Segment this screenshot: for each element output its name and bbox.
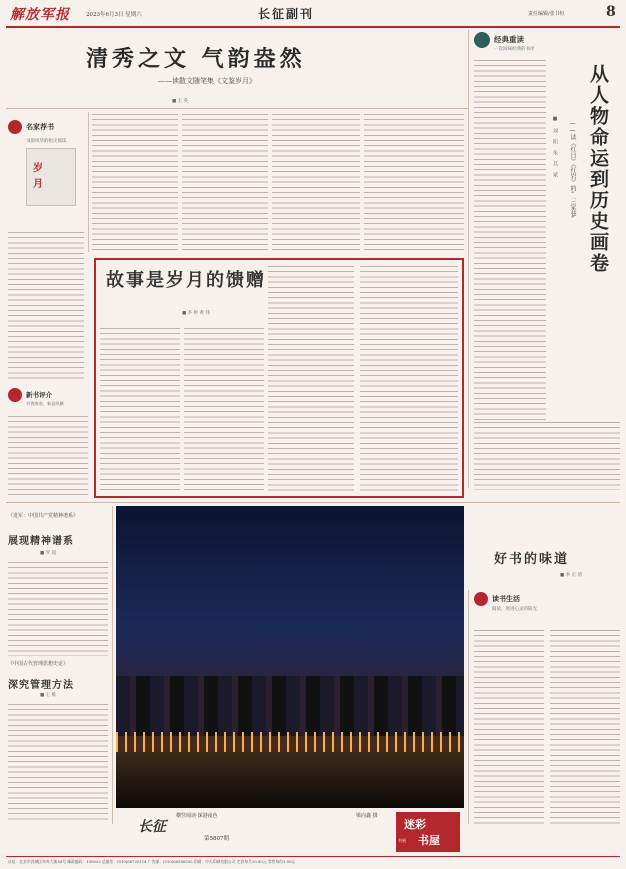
main-subtitle: ——读散文随笔集《文鉴岁月》	[158, 77, 256, 85]
ad-box	[396, 812, 460, 852]
book-cover-title-2: 月	[33, 179, 43, 190]
item2-author: ■ 王 维	[40, 693, 57, 698]
feature-author: ■ 李 婷 黄 伟	[182, 311, 210, 316]
classic-label: 经典重读	[494, 35, 524, 44]
newbook-box	[8, 388, 88, 412]
masthead-logo: 解放军报	[10, 7, 70, 23]
feature-body-4	[184, 326, 264, 492]
body-col-5	[364, 112, 464, 252]
main-author: ■ 王 英	[172, 99, 189, 104]
mingjia-box	[8, 112, 84, 198]
photo-water	[116, 752, 464, 808]
bottom-left-item1	[8, 508, 108, 658]
classic-sub: 一次回味经典的书评	[494, 47, 535, 52]
right-author: ■ 刘 阳 朱 其 斌	[552, 116, 558, 177]
mingjia-icon	[8, 120, 22, 134]
reader-box	[474, 592, 620, 622]
item1-body	[8, 560, 108, 656]
bottom-left-item2	[8, 658, 108, 828]
item2-title: 深究管理方法	[8, 680, 74, 691]
mid-rule	[6, 502, 620, 503]
taste-body-a	[474, 420, 620, 490]
body-col-2	[92, 112, 178, 252]
reader-sub: 阅读，照进心灵的阳光	[492, 607, 537, 612]
reader-body-1	[474, 628, 544, 824]
feature-title: 故事是岁月的馈赠	[106, 270, 266, 291]
ad-line2: 书屋	[418, 834, 440, 847]
mingjia-sub: 书韵风华的指尖阅读	[26, 139, 67, 144]
item1-title: 展现精神谱系	[8, 536, 74, 547]
photo-caption-right: 梁向鑫 摄	[356, 813, 378, 819]
page-number: 8	[606, 4, 616, 20]
footer-logo: 长征	[138, 819, 166, 835]
taste-title: 好书的味道	[494, 552, 570, 567]
book-cover-title-1: 岁	[33, 163, 43, 174]
reader-label: 读书生活	[492, 594, 520, 603]
footer-issue: 第5807期	[204, 836, 229, 842]
headline-rule	[6, 108, 468, 109]
body-col-1	[8, 230, 84, 380]
bottom-divider-2	[468, 590, 469, 824]
bottom-divider-1	[112, 506, 113, 824]
footer-rule	[6, 856, 620, 857]
classic-icon	[474, 32, 490, 48]
mingjia-label: 名家荐书	[26, 122, 54, 131]
classic-body-1	[474, 58, 546, 478]
page-name: 长征副刊	[258, 7, 315, 21]
masthead	[0, 0, 626, 28]
reader-body-2	[550, 628, 620, 824]
right-headline: 从人物命运到历史画卷	[587, 64, 609, 274]
night-photo	[116, 506, 464, 808]
photo-lights	[116, 732, 464, 752]
right-divider	[468, 30, 469, 488]
item2-body	[8, 702, 108, 822]
item2-label: 《中国古代管理思想史论》	[8, 661, 69, 667]
feature-body-2	[360, 264, 458, 492]
newbook-sub: 书香淘金，新意纵横	[26, 401, 64, 406]
body-col-3	[182, 112, 268, 252]
taste-author: ■ 李 正 清	[560, 573, 583, 578]
col-divider	[88, 112, 89, 252]
feature-body-1	[268, 264, 354, 492]
reader-icon	[474, 592, 488, 606]
item1-label: 《进军：中国共产党精神谱系》	[8, 513, 79, 519]
photo-skyline	[116, 676, 464, 736]
masthead-date: 2023年6月3日 星期六	[86, 12, 142, 18]
feature-article[interactable]	[94, 258, 464, 498]
newbook-label: 新书评介	[26, 391, 52, 399]
masthead-rule	[6, 26, 620, 28]
feature-body-3	[100, 326, 180, 492]
main-headline: 清秀之文 气韵盎然	[86, 46, 306, 72]
ad-tag: 书展	[398, 838, 406, 843]
footer-info: 社址：北京市西城区阜外大街34号 邮政编码：100832 总编室：(010)66720114 广告部：(010)66586350 印刷：中天印刷有限公司 定价每月20.80元 零售每份1.00元	[8, 859, 296, 864]
newbook-body	[8, 414, 88, 498]
right-subtitle: ——读《红日》《红岩》的“三家巷”	[569, 120, 576, 223]
photo-caption-left: 横竖阅读·深港夜色	[176, 813, 218, 819]
masthead-editor: 责任编辑/张书恒	[528, 11, 565, 17]
ad-line1: 迷彩	[404, 818, 426, 831]
item1-author: ■ 罗 超	[40, 551, 57, 556]
book-cover	[26, 148, 76, 206]
body-col-4	[272, 112, 360, 252]
newbook-icon	[8, 388, 22, 402]
